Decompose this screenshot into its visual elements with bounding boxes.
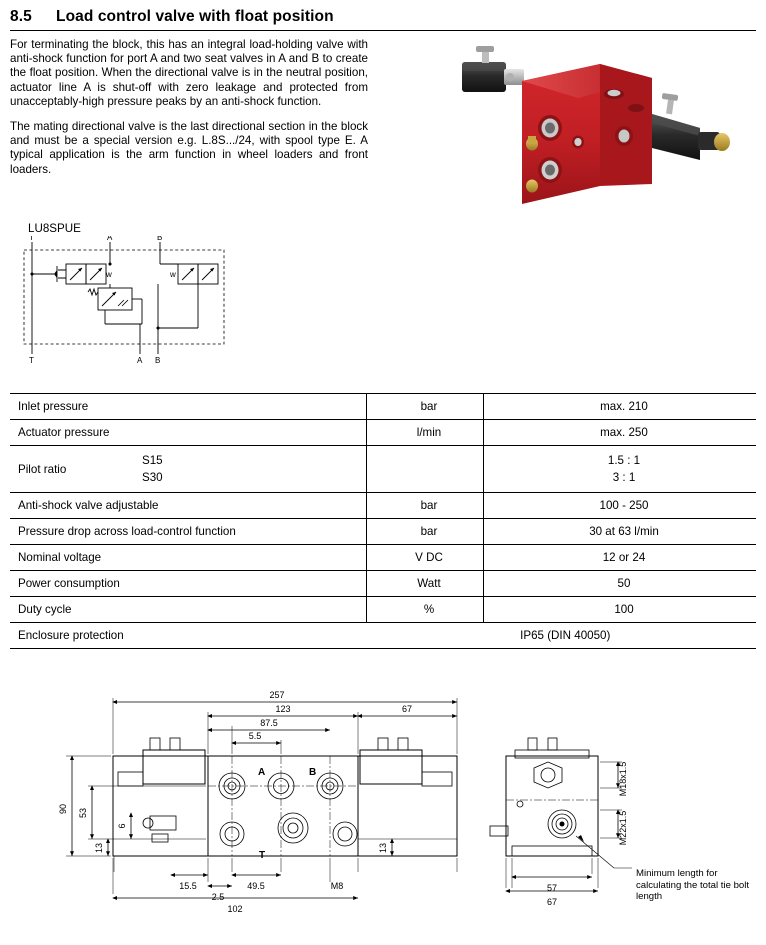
header-divider (10, 30, 756, 31)
spec-sub-1: S15 (142, 454, 163, 467)
dim-53: 53 (78, 807, 88, 819)
spec-name: Pressure drop across load-control function (10, 519, 367, 545)
spec-value (484, 446, 757, 493)
intro-paragraph-2: The mating directional valve is the last directional section in the block and must be a special version e.g. L.8S.../24, with spool type E. A typical application is the arm function in wheel loaders and front loaders. (10, 120, 368, 176)
dim-67-side: 67 (546, 897, 558, 907)
spec-name: Actuator pressure (10, 420, 367, 446)
schematic-label: LU8SPUE (28, 222, 81, 235)
dim-67: 67 (401, 704, 413, 714)
spec-value: max. 250 (484, 420, 757, 446)
spec-unit: l/min (367, 420, 484, 446)
spec-unit: bar (367, 519, 484, 545)
table-row (10, 519, 756, 545)
svg-text:A: A (107, 236, 113, 242)
dim-M18: M18x1.5 (618, 761, 628, 797)
svg-text:B: B (157, 236, 163, 242)
minimum-length-note: Minimum length for calculating the total tie bolt length (636, 868, 750, 902)
dim-13-left: 13 (94, 842, 104, 854)
spec-unit (367, 446, 484, 493)
spec-value: max. 210 (484, 394, 757, 420)
svg-text:w: w (170, 270, 176, 279)
table-row (10, 394, 756, 420)
intro-text (10, 38, 368, 188)
dim-2-5: 2.5 (211, 892, 225, 902)
spec-name: Inlet pressure (10, 394, 367, 420)
intro-paragraph-1: For terminating the block, this has an integral load-holding valve with anti-shock function for port A and two seat valves in A and B to create the float position. When the directional valve is in the neutral position, actuator line A is shut-off with zero leakage and protected from unacceptably-high pressure peaks by an anti-shock function. (10, 38, 368, 108)
svg-text:w: w (106, 270, 112, 279)
svg-text:B: B (155, 356, 161, 365)
spec-name: Anti-shock valve adjustable (10, 493, 367, 519)
port-label-A: A (258, 767, 266, 778)
dim-49-5: 49.5 (247, 881, 265, 891)
dim-87-5: 87.5 (260, 718, 278, 728)
dim-15-5: 15.5 (179, 881, 197, 891)
table-row (10, 493, 756, 519)
spec-value: 12 or 24 (484, 545, 757, 571)
spec-name: Duty cycle (10, 597, 367, 623)
spec-unit: % (367, 597, 484, 623)
dim-57: 57 (546, 883, 558, 893)
dim-257: 257 (269, 690, 285, 700)
dimension-drawing (0, 676, 766, 938)
spec-sub-2: S30 (142, 471, 163, 484)
dim-102: 102 (227, 904, 243, 914)
page-title (10, 8, 570, 26)
dim-6: 6 (117, 823, 127, 829)
spec-unit: bar (367, 493, 484, 519)
table-row (10, 545, 756, 571)
port-label-B: B (309, 767, 317, 778)
spec-name (10, 446, 367, 493)
section-number: 8.5 (10, 8, 32, 25)
svg-text:A: A (137, 356, 143, 365)
spec-value: 30 at 63 l/min (484, 519, 757, 545)
table-row (10, 420, 756, 446)
svg-text:T: T (29, 356, 34, 365)
port-label-T: T (259, 850, 266, 861)
dim-90: 90 (58, 803, 68, 815)
spec-value: 100 - 250 (484, 493, 757, 519)
product-photo (452, 36, 752, 206)
spec-value-1: 1.5 : 1 (607, 454, 641, 467)
spec-value-2: 3 : 1 (612, 471, 636, 484)
specification-table (10, 393, 756, 649)
spec-name: Enclosure protection (10, 623, 367, 649)
dim-5-5: 5.5 (248, 731, 262, 741)
spec-subvariants (142, 452, 163, 486)
spec-value: IP65 (DIN 40050) (367, 623, 757, 649)
dim-M22: M22x1.5 (618, 810, 628, 846)
table-row (10, 446, 756, 493)
dim-123: 123 (275, 704, 291, 714)
spec-unit: Watt (367, 571, 484, 597)
spec-unit: V DC (367, 545, 484, 571)
hydraulic-schematic (10, 236, 250, 371)
spec-name: Nominal voltage (10, 545, 367, 571)
table-row (10, 623, 756, 649)
dim-13-right: 13 (378, 842, 388, 854)
table-row (10, 571, 756, 597)
section-title: Load control valve with float position (56, 8, 334, 25)
spec-value: 50 (484, 571, 757, 597)
dim-M8: M8 (330, 881, 344, 891)
spec-name-text: Pilot ratio (18, 462, 67, 476)
svg-text:T: T (29, 236, 34, 242)
table-row (10, 597, 756, 623)
spec-name: Power consumption (10, 571, 367, 597)
spec-value: 100 (484, 597, 757, 623)
spec-unit: bar (367, 394, 484, 420)
